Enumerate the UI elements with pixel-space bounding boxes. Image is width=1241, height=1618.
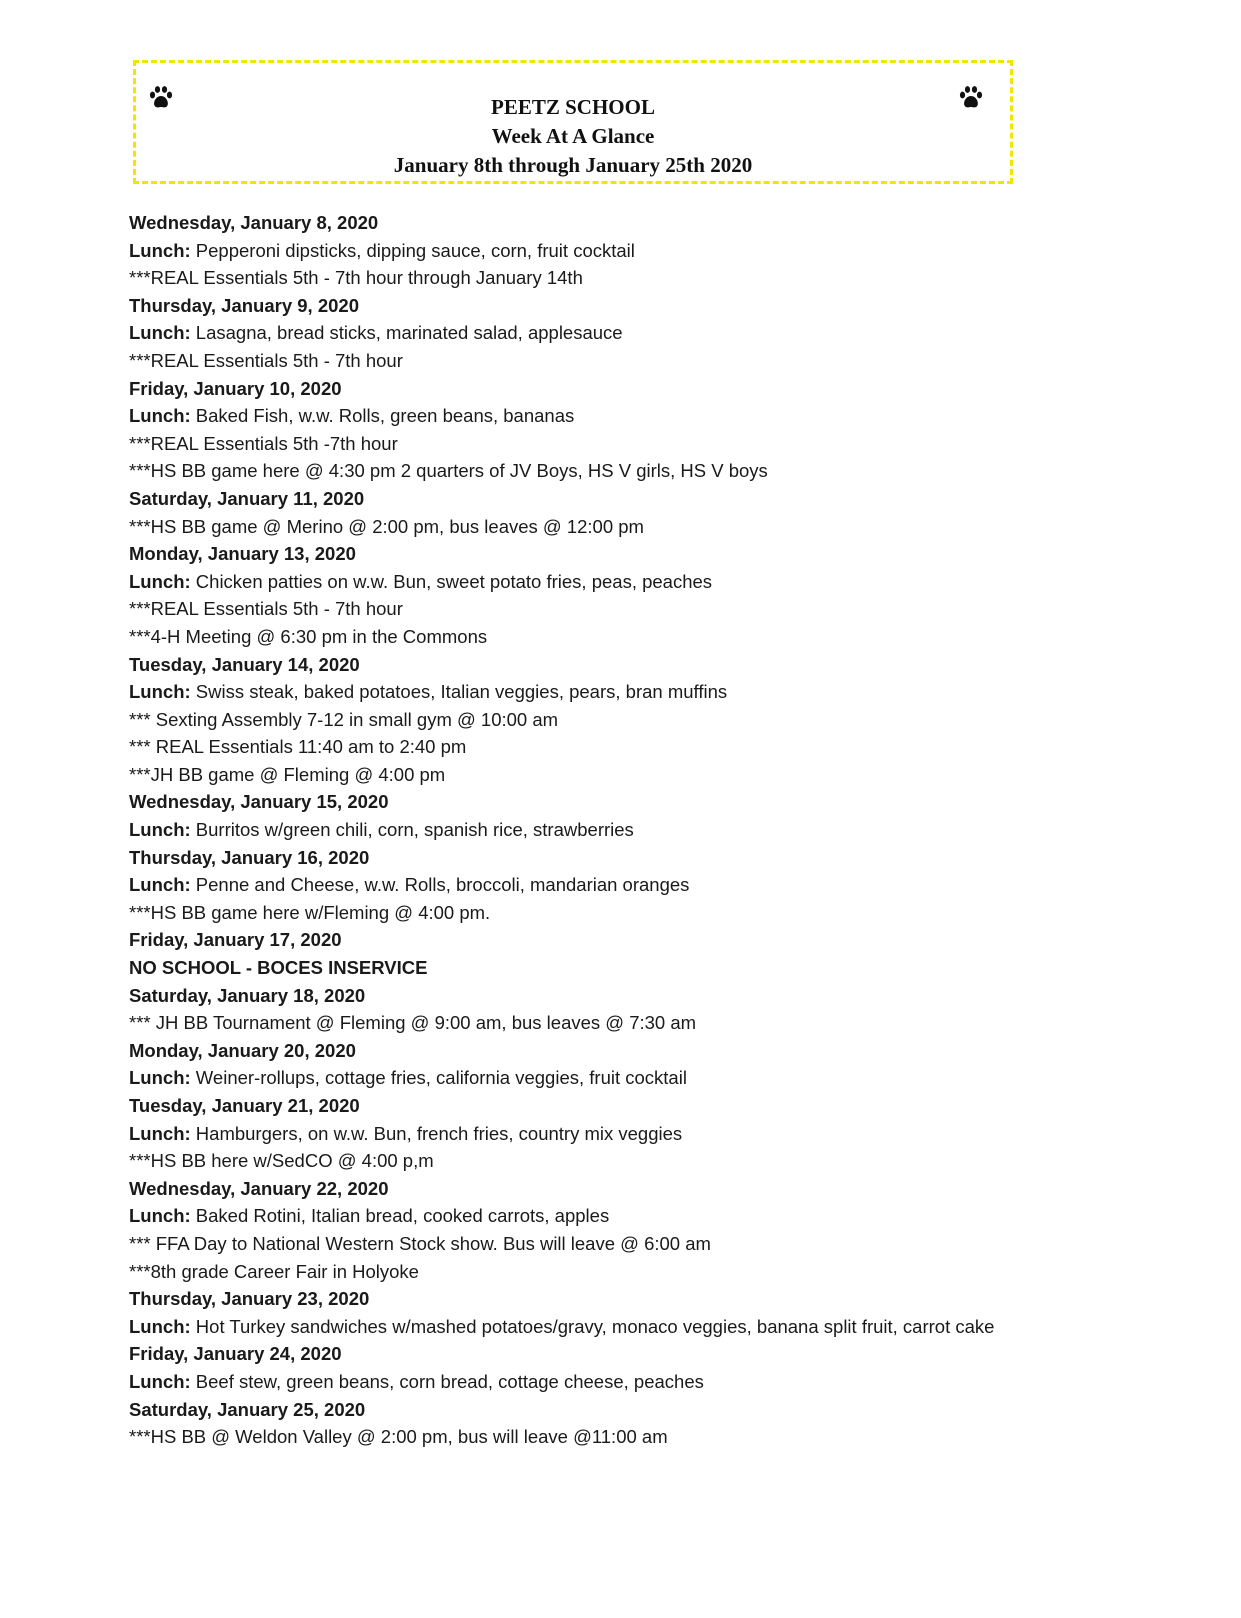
event-line: ***REAL Essentials 5th -7th hour bbox=[129, 432, 398, 454]
lunch-line bbox=[129, 568, 1059, 596]
header-box bbox=[133, 60, 1013, 184]
lunch-line bbox=[129, 678, 1059, 706]
lunch-label: Lunch: bbox=[129, 1122, 191, 1144]
lunch-label: Lunch: bbox=[129, 239, 191, 261]
lunch-label: Lunch: bbox=[129, 405, 191, 427]
header-title-block bbox=[136, 93, 1010, 180]
event-line: *** JH BB Tournament @ Fleming @ 9:00 am, bus leaves @ 7:30 am bbox=[129, 1012, 697, 1034]
day-heading: Friday, January 10, 2020 bbox=[129, 377, 342, 399]
day-heading: Thursday, January 9, 2020 bbox=[129, 294, 359, 316]
lunch-menu: Chicken patties on w.w. Bun, sweet potato fries, peas, peaches bbox=[195, 570, 713, 592]
lunch-menu: Swiss steak, baked potatoes, Italian veggies, pears, bran muffins bbox=[195, 681, 728, 703]
event-line: *** Sexting Assembly 7-12 in small gym @ 10:00 am bbox=[129, 708, 559, 730]
event-line: *** FFA Day to National Western Stock show. Bus will leave @ 6:00 am bbox=[129, 1232, 711, 1254]
lunch-line bbox=[129, 1368, 1059, 1396]
day-heading: Wednesday, January 15, 2020 bbox=[129, 791, 389, 813]
lunch-label: Lunch: bbox=[129, 681, 191, 703]
event-line: *** REAL Essentials 11:40 am to 2:40 pm bbox=[129, 736, 467, 758]
day-heading: Saturday, January 18, 2020 bbox=[129, 984, 366, 1006]
lunch-line bbox=[129, 402, 1059, 430]
lunch-menu: Penne and Cheese, w.w. Rolls, broccoli, mandarian oranges bbox=[195, 874, 690, 896]
lunch-line bbox=[129, 871, 1059, 899]
event-line: ***REAL Essentials 5th - 7th hour bbox=[129, 598, 403, 620]
lunch-label: Lunch: bbox=[129, 570, 191, 592]
lunch-menu: Lasagna, bread sticks, marinated salad, applesauce bbox=[195, 322, 623, 344]
event-line: ***HS BB here w/SedCO @ 4:00 p,m bbox=[129, 1150, 434, 1172]
date-range: January 8th through January 25th 2020 bbox=[393, 153, 753, 177]
lunch-menu: Baked Rotini, Italian bread, cooked carrots, apples bbox=[195, 1205, 610, 1227]
page-subtitle: Week At A Glance bbox=[491, 124, 655, 148]
day-heading: Tuesday, January 21, 2020 bbox=[129, 1095, 360, 1116]
school-name: PEETZ SCHOOL bbox=[491, 95, 655, 119]
lunch-menu: Burritos w/green chili, corn, spanish rice, strawberries bbox=[195, 819, 634, 841]
day-heading: Saturday, January 25, 2020 bbox=[129, 1398, 366, 1420]
day-heading: Friday, January 24, 2020 bbox=[129, 1343, 342, 1365]
lunch-menu: Pepperoni dipsticks, dipping sauce, corn, fruit cocktail bbox=[195, 239, 635, 261]
day-heading: Wednesday, January 8, 2020 bbox=[129, 212, 379, 233]
event-line: ***REAL Essentials 5th - 7th hour through January 14th bbox=[129, 267, 583, 289]
lunch-label: Lunch: bbox=[129, 874, 191, 896]
lunch-menu: Baked Fish, w.w. Rolls, green beans, bananas bbox=[195, 405, 575, 427]
lunch-label: Lunch: bbox=[129, 1067, 191, 1089]
lunch-label: Lunch: bbox=[129, 1315, 191, 1337]
lunch-line bbox=[129, 237, 1059, 265]
lunch-line bbox=[129, 816, 1059, 844]
day-heading: Friday, January 17, 2020 bbox=[129, 929, 342, 951]
day-heading: Wednesday, January 22, 2020 bbox=[129, 1177, 389, 1199]
lunch-line bbox=[129, 1313, 1059, 1341]
event-line: ***REAL Essentials 5th - 7th hour bbox=[129, 349, 403, 371]
day-heading: Thursday, January 23, 2020 bbox=[129, 1288, 370, 1310]
lunch-menu: Weiner-rollups, cottage fries, california veggies, fruit cocktail bbox=[195, 1067, 687, 1089]
lunch-line bbox=[129, 1202, 1059, 1230]
day-heading: Thursday, January 16, 2020 bbox=[129, 846, 370, 868]
event-line: ***8th grade Career Fair in Holyoke bbox=[129, 1260, 419, 1282]
event-line: ***HS BB game here @ 4:30 pm 2 quarters of JV Boys, HS V girls, HS V boys bbox=[129, 460, 768, 482]
day-heading: Monday, January 20, 2020 bbox=[129, 1039, 356, 1061]
lunch-label: Lunch: bbox=[129, 1205, 191, 1227]
lunch-label: Lunch: bbox=[129, 322, 191, 344]
lunch-line bbox=[129, 1120, 1059, 1148]
event-line: ***4-H Meeting @ 6:30 pm in the Commons bbox=[129, 625, 488, 647]
event-line: ***JH BB game @ Fleming @ 4:00 pm bbox=[129, 763, 446, 785]
notice-line: NO SCHOOL - BOCES INSERVICE bbox=[129, 957, 428, 979]
day-heading: Saturday, January 11, 2020 bbox=[129, 487, 365, 509]
lunch-label: Lunch: bbox=[129, 819, 191, 841]
event-line: ***HS BB @ Weldon Valley @ 2:00 pm, bus will leave @11:00 am bbox=[129, 1426, 668, 1448]
lunch-label: Lunch: bbox=[129, 1370, 191, 1392]
lunch-menu: Hot Turkey sandwiches w/mashed potatoes/gravy, monaco veggies, banana split fruit, carrot cake bbox=[195, 1315, 995, 1337]
event-line: ***HS BB game here w/Fleming @ 4:00 pm. bbox=[129, 901, 491, 923]
lunch-menu: Hamburgers, on w.w. Bun, french fries, country mix veggies bbox=[195, 1122, 683, 1144]
day-heading: Tuesday, January 14, 2020 bbox=[129, 653, 360, 675]
lunch-menu: Beef stew, green beans, corn bread, cottage cheese, peaches bbox=[195, 1370, 704, 1392]
day-heading: Monday, January 13, 2020 bbox=[129, 543, 356, 565]
lunch-line bbox=[129, 1064, 1059, 1092]
schedule-list bbox=[129, 209, 1059, 1451]
lunch-line bbox=[129, 319, 1059, 347]
event-line: ***HS BB game @ Merino @ 2:00 pm, bus leaves @ 12:00 pm bbox=[129, 515, 644, 537]
